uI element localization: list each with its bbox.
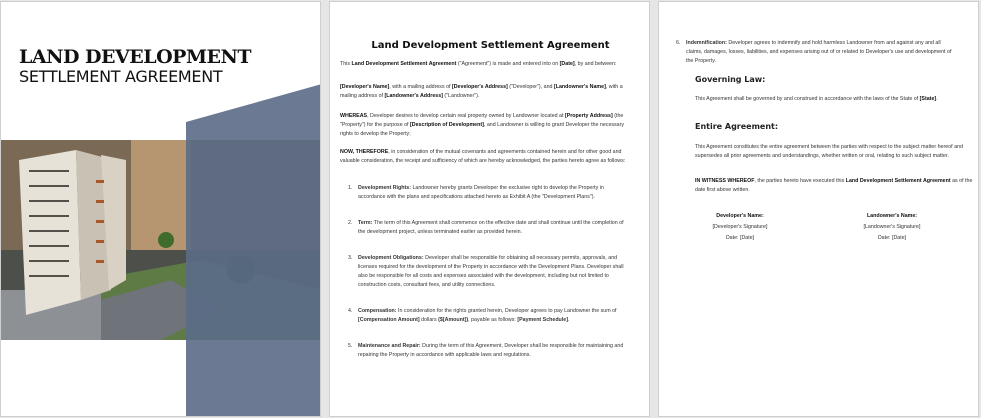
developer-name-label: Developer's Name: xyxy=(716,213,764,219)
list-item xyxy=(348,307,630,325)
text-run: , Developer desires to develop certain real property owned by Landowner located at xyxy=(367,113,565,119)
bold-text: [Compensation Amount] xyxy=(358,317,420,323)
bold-text: [Description of Development] xyxy=(410,122,484,128)
text-run: . xyxy=(936,96,938,102)
text-run: , and Landowner is willing to grant Developer the necessary rights to develop the Property; xyxy=(340,122,625,137)
item-number: 2. xyxy=(348,220,353,226)
bold-text: [Landowner's Address] xyxy=(384,93,443,99)
text-run: , by and between: xyxy=(574,61,617,67)
item-number: 3. xyxy=(348,255,353,261)
bold-text: Land Development Settlement Agreement xyxy=(845,178,951,184)
bold-text: Development Rights: xyxy=(358,185,411,191)
bold-text: [Property Address] xyxy=(564,113,613,119)
parties-paragraph xyxy=(340,83,630,101)
item-text xyxy=(358,184,630,202)
item-text xyxy=(358,342,630,360)
text-run: This Agreement constitutes the entire agreement between the parties with respect to the subject matter hereof and supersedes all prior agreements and understandings, whether written or oral, relating to such subject matter. xyxy=(695,144,963,159)
therefore-paragraph xyxy=(340,148,632,166)
bold-text: [Payment Schedule] xyxy=(517,317,568,323)
bold-text: NOW, THEREFORE xyxy=(340,149,389,155)
list-item xyxy=(348,219,630,237)
cover-page xyxy=(0,1,321,417)
text-run: During the term of this Agreement, Developer shall be responsible for maintaining and repairing the Property in accordance with applicable laws and regulations. xyxy=(358,343,624,358)
text-run: ("Developer"), and xyxy=(507,84,554,90)
landowner-date: Date: [Date] xyxy=(877,235,907,241)
item-number: 5. xyxy=(348,343,353,349)
text-run: ("Agreement") is made and entered into on xyxy=(456,61,560,67)
text-run: , payable as follows: xyxy=(468,317,518,323)
text-run: ("Landowner"). xyxy=(442,93,480,99)
text-run: dollars xyxy=(419,317,439,323)
text-run: , with a mailing address of xyxy=(340,84,623,99)
text-run: Developer agrees to indemnify and hold harmless Landowner from and against any and all claims, damages, losses, liabilities, and expenses arising out of or related to Developer's use and development of the Property. xyxy=(686,40,952,64)
list-item xyxy=(676,39,958,66)
item-number: 6. xyxy=(676,40,681,46)
text-run: as of the date first above written. xyxy=(695,178,973,193)
text-run: (the "Property") for the purpose of xyxy=(340,113,624,128)
bold-text: [Developer's Name] xyxy=(340,84,390,90)
bold-text: Compensation: xyxy=(358,308,397,314)
text-run: Landowner hereby grants Developer the exclusive right to develop the Property in accordance with the plans and specifications attached hereto as Exhibit A (the "Development Plans"). xyxy=(358,185,604,200)
developer-signature-block xyxy=(685,211,795,244)
text-run: The term of this Agreement shall commence on the effective date and shall continue until the completion of the development project, unless terminated earlier as provided herein. xyxy=(358,220,624,235)
text-run: This Agreement shall be governed by and construed in accordance with the laws of the State of xyxy=(695,96,920,102)
agreement-page-2 xyxy=(658,1,979,417)
agreement-page-1 xyxy=(329,1,650,417)
entire-agreement-text xyxy=(695,143,963,161)
developer-date: Date: [Date] xyxy=(725,235,755,241)
bold-text: Land Development Settlement Agreement xyxy=(351,61,457,67)
item-text xyxy=(358,254,630,290)
text-run: In consideration for the rights granted herein, Developer agrees to pay Landowner the sum of xyxy=(396,308,617,314)
entire-agreement-heading: Entire Agreement: xyxy=(695,122,779,131)
list-item xyxy=(348,184,630,202)
cover-subtitle: SETTLEMENT AGREEMENT xyxy=(19,67,223,86)
text-run: , in consideration of the mutual covenants and agreements contained herein and for other good and valuable consideration, the receipt and sufficiency of which are hereby acknowledged, the parties hereto agree as follows: xyxy=(340,149,626,164)
whereas-paragraph xyxy=(340,112,632,139)
governing-law-text xyxy=(695,95,975,104)
item-text xyxy=(358,219,630,237)
bold-text: [Landowner's Name] xyxy=(553,84,606,90)
bold-text: [State] xyxy=(919,96,937,102)
text-run: , the parties hereto have executed this xyxy=(754,178,846,184)
bold-text: [Date] xyxy=(559,61,575,67)
bold-text: WHEREAS xyxy=(340,113,368,119)
bold-text: Maintenance and Repair: xyxy=(358,343,421,349)
text-run: Developer shall be responsible for obtaining all necessary permits, approvals, and licenses required for the development of the Property in accordance with the Development Plans. Developer shall also be responsible for all costs and expenses associated with the development, including but not limited to construction costs, consultant fees, and utility connections. xyxy=(358,255,624,288)
list-item xyxy=(348,254,630,290)
landowner-signature-block xyxy=(837,211,947,244)
document-title: Land Development Settlement Agreement xyxy=(371,40,610,51)
bold-text: Development Obligations: xyxy=(358,255,424,261)
text-run: . xyxy=(567,317,570,323)
bold-text: [Developer's Address] xyxy=(451,84,508,90)
governing-law-heading: Governing Law: xyxy=(695,75,766,84)
cover-accent-shape xyxy=(1,2,321,417)
landowner-signature: [Landowner's Signature] xyxy=(863,224,921,230)
item-number: 4. xyxy=(348,308,353,314)
text-run: This xyxy=(340,61,352,67)
cover-title: LAND DEVELOPMENT xyxy=(19,46,251,68)
bold-text: Term: xyxy=(358,220,373,226)
item-text xyxy=(686,39,958,66)
list-item xyxy=(348,342,630,360)
item-text xyxy=(358,307,630,325)
text-run: , with a mailing address of xyxy=(389,84,452,90)
intro-paragraph xyxy=(340,60,630,69)
bold-text: IN WITNESS WHEREOF xyxy=(695,178,755,184)
landowner-name-label: Landowner's Name: xyxy=(866,213,918,219)
developer-signature: [Developer's Signature] xyxy=(712,224,768,230)
item-number: 1. xyxy=(348,185,353,191)
bold-text: Indemnification: xyxy=(686,40,727,46)
bold-text: ($[Amount]) xyxy=(438,317,469,323)
witness-paragraph xyxy=(695,177,979,195)
